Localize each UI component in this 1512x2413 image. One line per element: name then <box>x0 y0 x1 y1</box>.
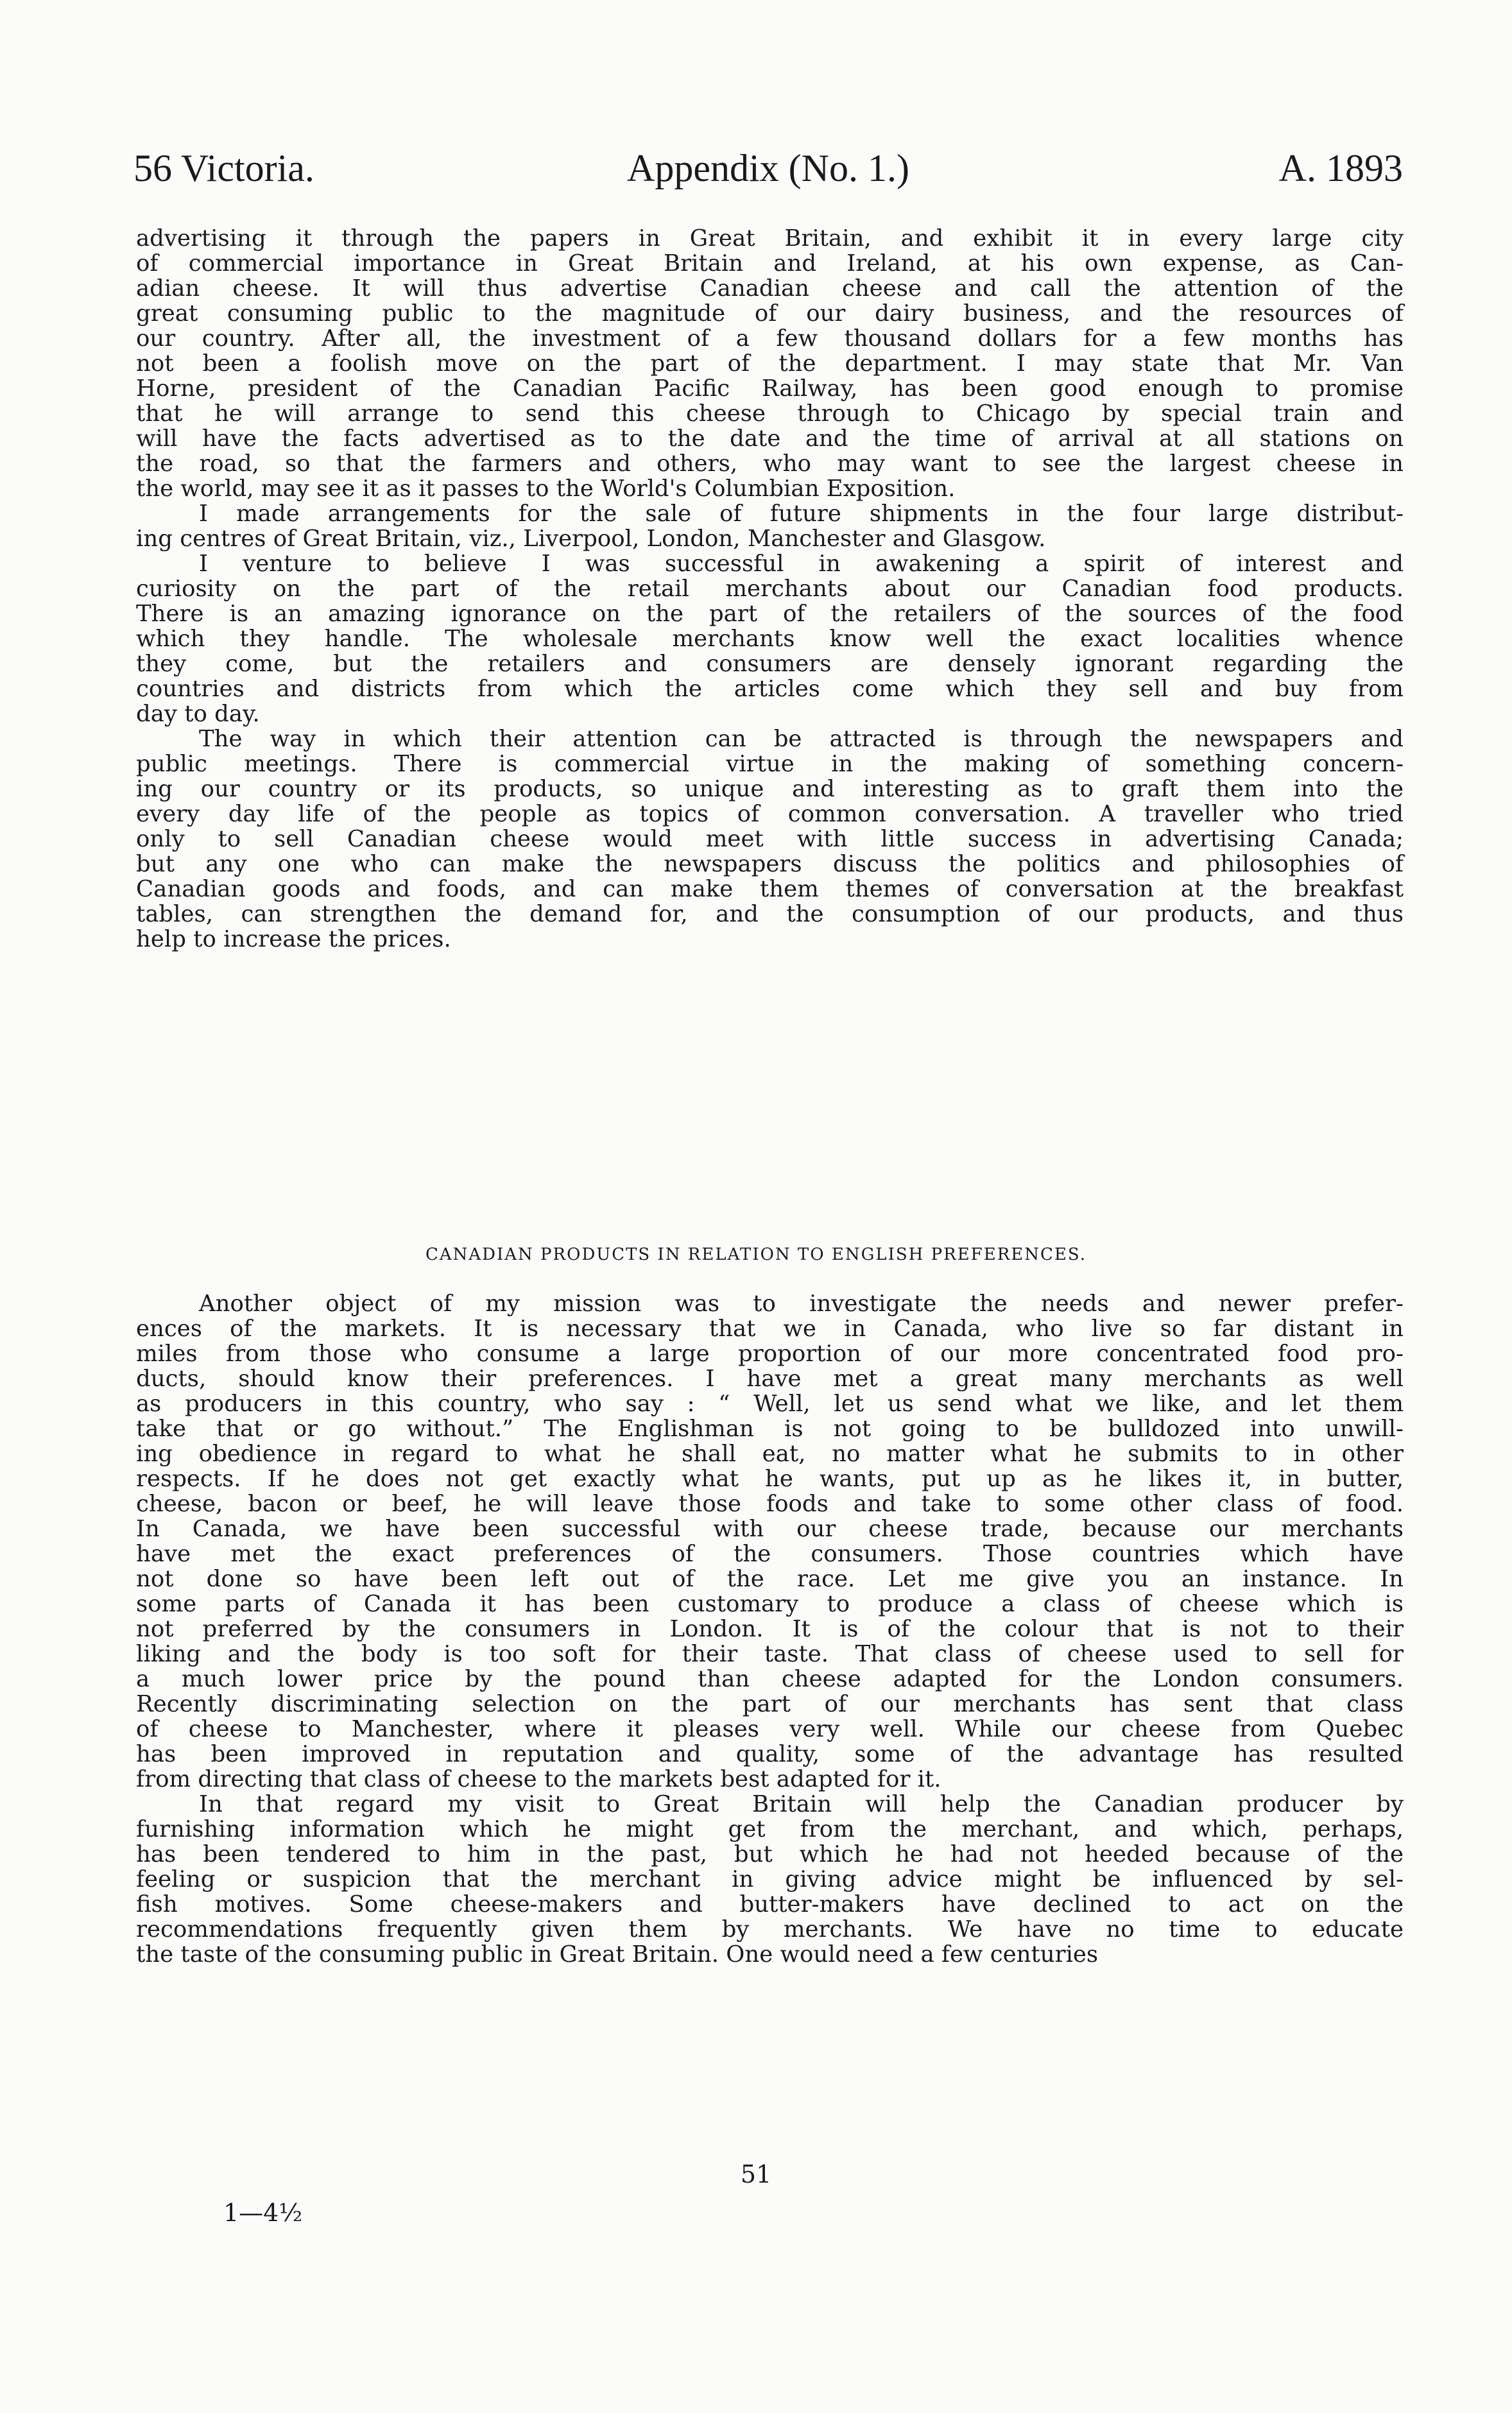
text-line: not done so have been left out of the race. Let me give you an instance. In <box>136 1566 1404 1592</box>
text-line: In Canada, we have been successful with our cheese trade, because our merchants <box>136 1516 1404 1542</box>
text-line: the taste of the consuming public in Great Britain. One would need a few centuries <box>136 1941 1099 1968</box>
text-line: day to day. <box>136 701 260 727</box>
text-line: of commercial importance in Great Britain and Ireland, at his own expense, as Can- <box>136 250 1404 277</box>
text-line: has been tendered to him in the past, but which he had not heeded because of the <box>136 1841 1404 1868</box>
page-number: 51 <box>740 2160 772 2188</box>
text-line: feeling or suspicion that the merchant in giving advice might be influenced by sel- <box>136 1866 1404 1893</box>
text-line: tables, can strengthen the demand for, and the consumption of our products, and thus <box>136 901 1404 927</box>
text-line: has been improved in reputation and quality, some of the advantage has resulted <box>136 1741 1404 1767</box>
text-line: ing obedience in regard to what he shall eat, no matter what he submits to in other <box>136 1441 1404 1467</box>
text-line: public meetings. There is commercial virtue in the making of something concern- <box>136 751 1404 777</box>
text-line: from directing that class of cheese to the markets best adapted for it. <box>136 1766 941 1792</box>
text-line: The way in which their attention can be attracted is through the newspapers and <box>199 726 1404 752</box>
text-line: they come, but the retailers and consumers are densely ignorant regarding the <box>136 651 1404 677</box>
text-line: Recently discriminating selection on the part of our merchants has sent that class <box>136 1691 1404 1717</box>
text-line: not been a foolish move on the part of the department. I may state that Mr. Van <box>136 350 1404 377</box>
text-line: help to increase the prices. <box>136 926 451 952</box>
body-text-block-1 <box>136 226 1404 952</box>
text-line: as producers in this country, who say : “ Well, let us send what we like, and let them <box>136 1391 1404 1417</box>
text-line: countries and districts from which the articles come which they sell and buy from <box>136 676 1404 702</box>
text-line: advertising it through the papers in Great Britain, and exhibit it in every large city <box>136 225 1404 252</box>
text-line: a much lower price by the pound than cheese adapted for the London consumers. <box>136 1666 1404 1692</box>
text-line: some parts of Canada it has been customary to produce a class of cheese which is <box>136 1591 1404 1617</box>
text-line: furnishing information which he might get from the merchant, and which, perhaps, <box>136 1816 1404 1842</box>
year-label: A. 1893 <box>1278 147 1403 189</box>
text-line: not preferred by the consumers in London. It is of the colour that is not to their <box>136 1616 1404 1642</box>
text-line: I venture to believe I was successful in awakening a spirit of interest and <box>199 551 1404 577</box>
text-line: only to sell Canadian cheese would meet with little success in advertising Canada; <box>136 826 1404 852</box>
text-line: In that regard my visit to Great Britain will help the Canadian producer by <box>199 1791 1404 1817</box>
text-line: great consuming public to the magnitude of our dairy business, and the resources of <box>136 300 1404 327</box>
text-line: which they handle. The wholesale merchants know well the exact localities whence <box>136 626 1404 652</box>
text-line: recommendations frequently given them by merchants. We have no time to educate <box>136 1916 1404 1943</box>
text-line: fish motives. Some cheese-makers and butter-makers have declined to act on the <box>136 1891 1404 1918</box>
text-line: the world, may see it as it passes to the World's Columbian Exposition. <box>136 476 956 502</box>
text-line: of cheese to Manchester, where it pleases very well. While our cheese from Quebec <box>136 1716 1404 1742</box>
section-heading: CANADIAN PRODUCTS IN RELATION TO ENGLISH PREFERENCES. <box>425 1245 1087 1264</box>
text-line: cheese, bacon or beef, he will leave those foods and take to some other class of food. <box>136 1491 1404 1517</box>
text-line: have met the exact preferences of the consumers. Those countries which have <box>136 1541 1404 1567</box>
body-text-block-2 <box>136 1291 1404 1967</box>
text-line: curiosity on the part of the retail merchants about our Canadian food products. <box>136 576 1404 602</box>
text-line: liking and the body is too soft for their taste. That class of cheese used to sell for <box>136 1641 1404 1667</box>
text-line: Canadian goods and foods, and can make them themes of conversation at the breakfast <box>136 876 1404 902</box>
text-line: Another object of my mission was to investigate the needs and newer prefer- <box>199 1291 1404 1317</box>
text-line: miles from those who consume a large proportion of our more concentrated food pro- <box>136 1341 1404 1367</box>
text-line: the road, so that the farmers and others, who may want to see the largest cheese in <box>136 451 1404 477</box>
appendix-label: Appendix (No. 1.) <box>627 147 909 189</box>
text-line: ences of the markets. It is necessary that we in Canada, who live so far distant in <box>136 1316 1404 1342</box>
session-label: 56 Victoria. <box>133 147 314 189</box>
text-line: take that or go without.” The Englishman is not going to be bulldozed into unwill- <box>136 1416 1404 1442</box>
text-line: ing our country or its products, so unique and interesting as to graft them into the <box>136 776 1404 802</box>
text-line: I made arrangements for the sale of future shipments in the four large distribut- <box>199 501 1404 527</box>
text-line: ing centres of Great Britain, viz., Liverpool, London, Manchester and Glasgow. <box>136 526 1046 552</box>
text-line: respects. If he does not get exactly what he wants, put up as he likes it, in butter, <box>136 1466 1404 1492</box>
text-line: our country. After all, the investment of a few thousand dollars for a few months has <box>136 325 1404 352</box>
text-line: ducts, should know their preferences. I have met a great many merchants as well <box>136 1366 1404 1392</box>
text-line: but any one who can make the newspapers discuss the politics and philosophies of <box>136 851 1404 877</box>
text-line: will have the facts advertised as to the date and the time of arrival at all stations on <box>136 425 1404 452</box>
text-line: adian cheese. It will thus advertise Canadian cheese and call the attention of the <box>136 275 1404 302</box>
signature-mark: 1—4½ <box>223 2199 303 2227</box>
text-line: Horne, president of the Canadian Pacific Railway, has been good enough to promise <box>136 375 1404 402</box>
text-line: that he will arrange to send this cheese through to Chicago by special train and <box>136 400 1404 427</box>
text-line: every day life of the people as topics of common conversation. A traveller who tried <box>136 801 1404 827</box>
text-line: There is an amazing ignorance on the part of the retailers of the sources of the food <box>136 601 1404 627</box>
